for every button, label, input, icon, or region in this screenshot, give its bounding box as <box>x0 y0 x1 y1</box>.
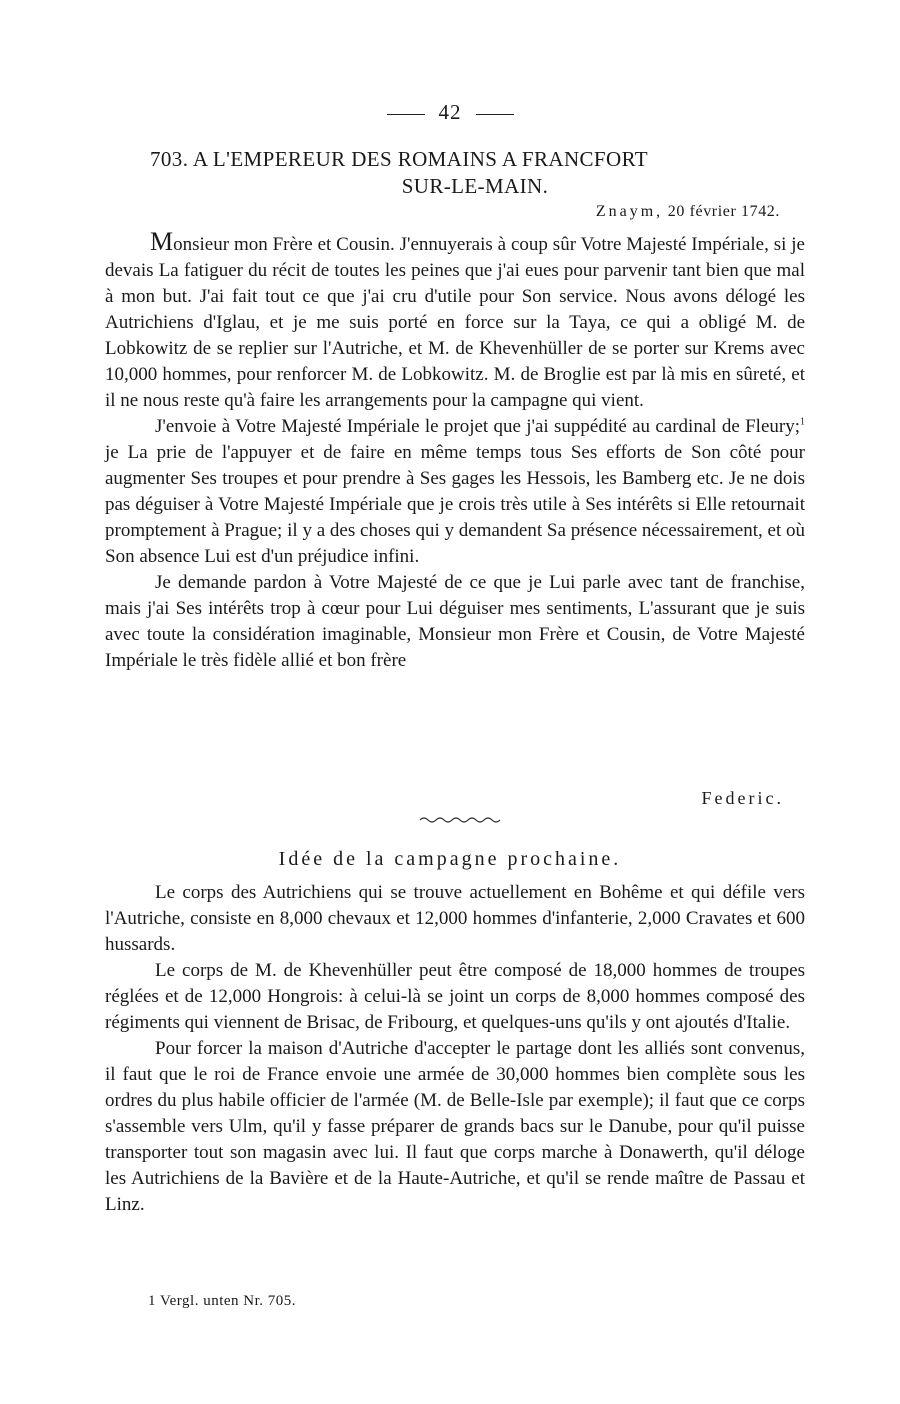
letter-paragraph: Monsieur mon Frère et Cousin. J'ennuyerais à coup sûr Votre Majesté Impériale, si je devais La fatiguer du récit de toutes les peines que j'ai eues pour parvenir tant bien que mal à mon but. J'ai fait tout ce que j'ai cru d'utile pour Son service. Nous avons délogé les Autrichiens d'Iglau, et je me suis porté en force sur la Taya, ce qui a obligé M. de Lobkowitz de se replier sur l'Autriche, et M. de Khevenhüller de se porter sur Krems avec 10,000 hommes, pour renforcer M. de Lobkowitz. M. de Broglie est par là mis en sûreté, et il ne nous reste qu'à faire les arrangements pour la campagne qui vient. <box>105 227 805 411</box>
footnote-reference: 1 <box>800 416 805 428</box>
page-number: 42 <box>0 100 900 125</box>
letter-paragraph: J'envoie à Votre Majesté Impériale le projet que j'ai suppédité au cardinal de Fleury;$^1$ je La prie de l'appuyer et de faire en même temps tous Ses efforts de Son côté pour augmenter Ses troupes et pour prendre à Ses gages les Hessois, les Bamberg etc. Je ne dois pas déguiser à Votre Majesté Impériale que je crois très utile à Ses intérêts si Elle retournait promptement à Prague; il y a des choses qui y demandent Sa présence nécessairement, et où Son absence Lui est d'un préjudice infini. <box>105 416 805 567</box>
footnote-mark: 1 <box>148 1293 156 1309</box>
page-number-dash-right <box>476 114 514 115</box>
enclosure-paragraph: Le corps des Autrichiens qui se trouve actuellement en Bohême et qui défile vers l'Autriche, consiste en 8,000 chevaux et 12,000 hommes d'infanterie, 2,000 Cravates et 600 hussards. <box>105 882 805 955</box>
enclosure-paragraph: Pour forcer la maison d'Autriche d'accepter le partage dont les alliés sont convenus, il faut que le roi de France envoie une armée de 30,000 hommes bien complète sous les ordres du plus habile officier de l'armée (M. de Belle-Isle par exemple); il faut que ce corps s'assemble vers Ulm, qu'il y fasse préparer de grands bacs sur le Danube, pour qu'il puisse transporter tout son magasin avec lui. Il faut que corps marche à Donawerth, qu'il déloge les Autrichiens de la Bavière et de la Haute-Autriche, et qu'il se rende maître de Passau et Linz. <box>105 1038 805 1215</box>
dateline-place: Znaym, <box>595 203 664 220</box>
letter-paragraph: Je demande pardon à Votre Majesté de ce que je Lui parle avec tant de franchise, mais j'ai Ses intérêts trop à cœur pour Lui déguiser mes sentiments, L'assurant que je suis avec toute la considération imaginable, Monsieur mon Frère et Cousin, de Votre Majesté Impériale le très fidèle allié et bon frère <box>105 572 805 671</box>
letter-body <box>105 229 805 674</box>
dateline <box>596 203 780 221</box>
dateline-date: 20 février 1742. <box>667 203 780 220</box>
letter-title <box>150 146 760 200</box>
signature: Federic. <box>701 788 784 808</box>
footnote <box>148 1293 296 1310</box>
letter-title-line1: A L'EMPEREUR DES ROMAINS A FRANCFORT <box>192 147 648 171</box>
page-number-dash-left <box>387 114 425 115</box>
enclosure-paragraph: Le corps de M. de Khevenhüller peut être composé de 18,000 hommes de troupes réglées et de 12,000 Hongrois: à celui-là se joint un corps de 8,000 hommes composé des régiments qui viennent de Brisac, de Fribourg, et quelques-uns qu'ils y ont ajoutés d'Italie. <box>105 960 805 1033</box>
letter-number: 703. <box>150 147 189 171</box>
letter-title-line2: SUR-LE-MAIN. <box>401 174 549 198</box>
enclosure-body <box>105 880 805 1218</box>
enclosure-title: Idée de la campagne prochaine. <box>278 848 622 870</box>
footnote-text: Vergl. unten Nr. 705. <box>159 1293 297 1309</box>
section-divider-ornament <box>418 814 504 826</box>
